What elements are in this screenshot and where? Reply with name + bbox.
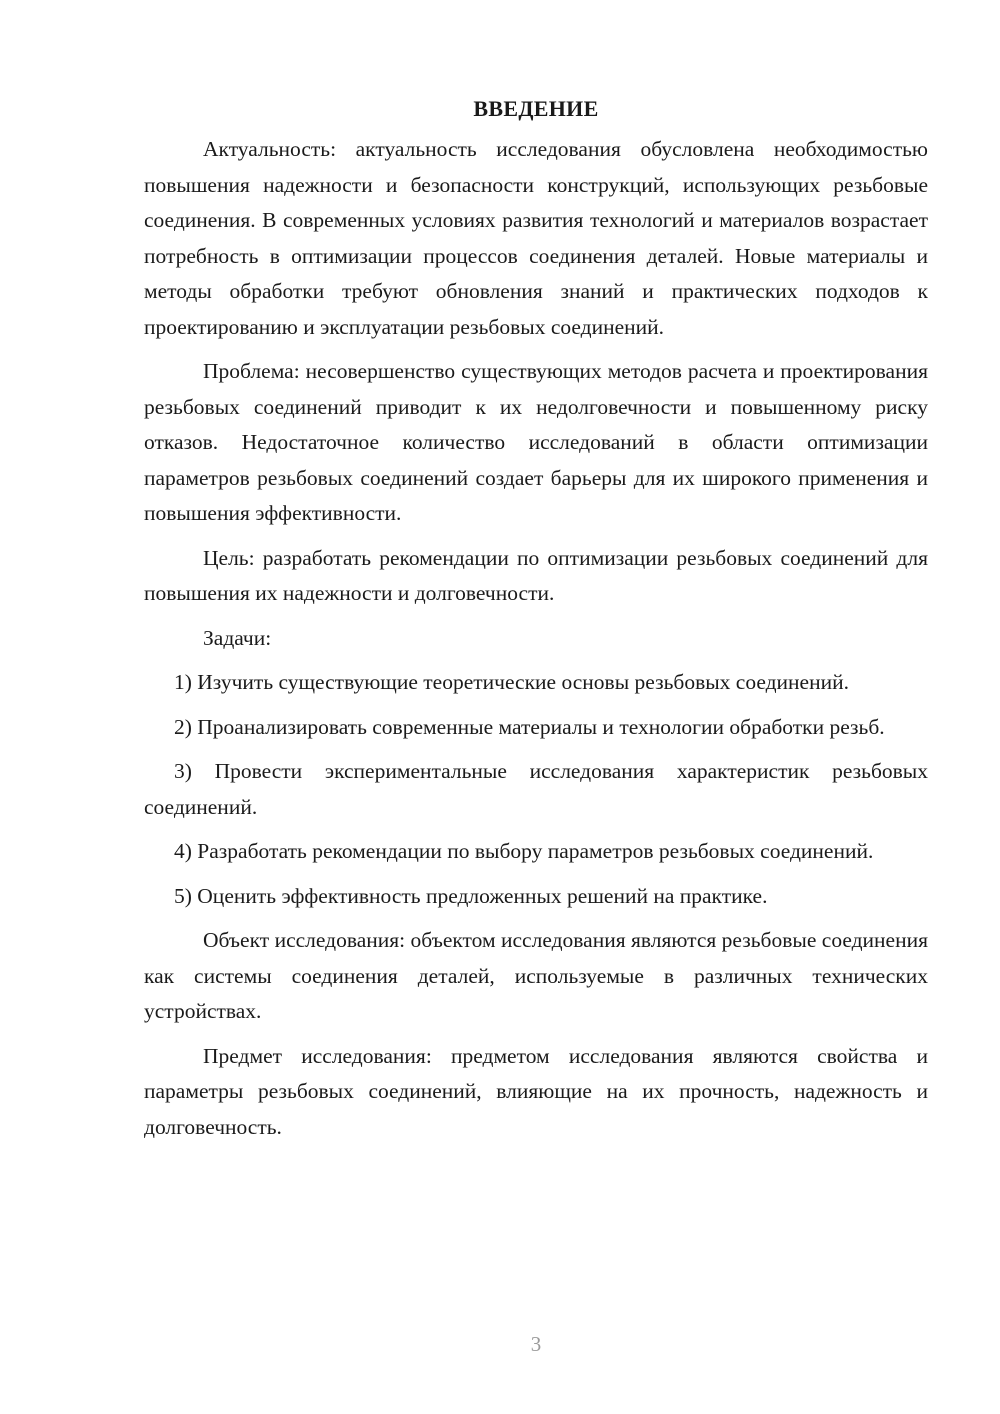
task-item-5: 5) Оценить эффективность предложенных решений на практике. [174, 883, 768, 908]
task-item-2: 2) Проанализировать современные материалы и технологии обработки резьб. [174, 714, 885, 739]
goal-paragraph: Цель: разработать рекомендации по оптимизации резьбовых соединений для повышения их надежности и долговечности. [144, 545, 928, 605]
page-number: 3 [530, 1332, 542, 1356]
document-page [144, 92, 928, 1154]
relevance-paragraph: Актуальность: актуальность исследования обусловлена необходимостью повышения надежности и безопасности конструкций, использующих резьбовые соединения. В современных условиях развития технологий и материалов возрастает потребность в оптимизации процессов соединения деталей. Новые материалы и методы обработки требуют обновления знаний и практических подходов к проектированию и эксплуатации резьбовых соединений. [144, 137, 928, 339]
tasks-heading: Задачи: [203, 625, 272, 650]
subject-paragraph: Предмет исследования: предметом исследования являются свойства и параметры резьбовых соединений, влияющие на их прочность, надежность и долговечность. [144, 1043, 928, 1139]
task-item-3: 3) Провести экспериментальные исследования характеристик резьбовых соединений. [144, 759, 928, 819]
problem-paragraph: Проблема: несовершенство существующих методов расчета и проектирования резьбовых соединений приводит к их недолговечности и повышенному риску отказов. Недостаточное количество исследований в области оптимизации параметров резьбовых соединений создает барьеры для их широкого применения и повышения эффективности. [144, 359, 928, 525]
task-item-1: 1) Изучить существующие теоретические основы резьбовых соединений. [174, 670, 849, 694]
object-paragraph: Объект исследования: объектом исследования являются резьбовые соединения как системы соединения деталей, используемые в различных технических устройствах. [144, 928, 928, 1023]
section-title: ВВЕДЕНИЕ [473, 96, 599, 121]
task-item-4: 4) Разработать рекомендации по выбору параметров резьбовых соединений. [174, 839, 874, 863]
